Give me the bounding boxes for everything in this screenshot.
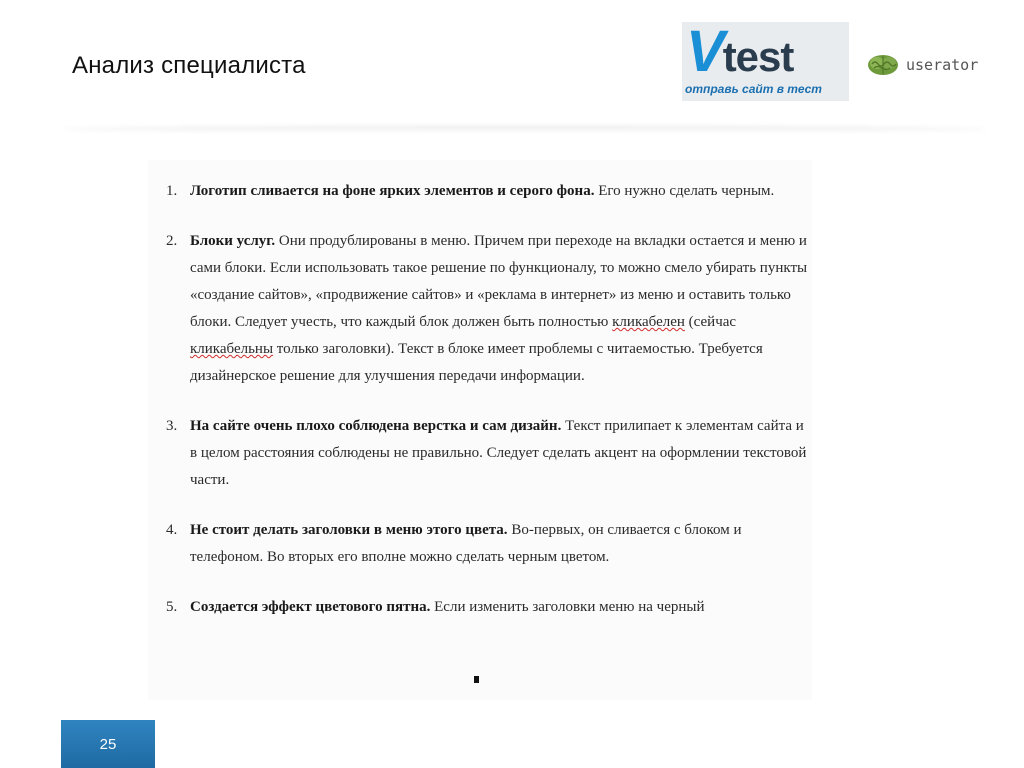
point-heading: Создается эффект цветового пятна. [190, 599, 431, 615]
analysis-points-list [148, 178, 812, 644]
slide-title: Анализ специалиста [72, 52, 306, 79]
analysis-point-3 [148, 413, 812, 494]
vtest-logo [682, 22, 849, 101]
analysis-point-4 [148, 517, 812, 571]
userator-logo [866, 53, 978, 77]
point-text: только заголовки). Текст в блоке имеет проблемы с читаемостью. Требуется дизайнерское решение для улучшения передачи информации. [190, 341, 763, 384]
analysis-content [148, 160, 812, 700]
vtest-rest-letters: test [722, 33, 794, 80]
misspelled-word: кликабелен [612, 314, 685, 330]
point-text: Они продублированы в меню. Причем при переходе на вкладки остается и меню и сами блоки. Если использовать такое решение по функционалу, то можно смело убирать пункты «создание сайтов», «продвижение сайтов» и «реклама в интернет» из меню и оставить только блоки. Следует учесть, что каждый блок должен быть полностью [190, 233, 808, 330]
analysis-point-1 [148, 178, 812, 205]
page-number: 25 [99, 735, 117, 753]
point-heading: Не стоит делать заголовки в меню этого цвета. [190, 522, 508, 538]
vtest-wordmark [686, 22, 793, 82]
vtest-v-letter: V [686, 22, 723, 84]
point-text: (сейчас [684, 314, 737, 330]
userator-wordmark: userator [906, 56, 979, 74]
header-divider [62, 126, 987, 132]
point-number: 1. [166, 183, 178, 199]
point-text: Текст прилипает к элементам сайта и в целом расстояния соблюдены не правильно. Следует сделать акцент на оформлении текстовой части. [190, 418, 807, 488]
point-number: 2. [166, 233, 178, 249]
text-cursor-mark [474, 676, 479, 683]
analysis-point-5 [148, 594, 812, 621]
brain-icon [866, 53, 900, 77]
vtest-tagline: отправь сайт в тест [685, 82, 822, 96]
point-text: Во-первых, он сливается с блоком и телефоном. Во вторых его вполне можно сделать черным цветом. [190, 522, 742, 565]
point-number: 4. [166, 522, 178, 538]
point-text: Его нужно сделать черным. [594, 183, 775, 199]
analysis-point-2 [148, 228, 812, 390]
point-heading: Блоки услуг. [190, 233, 276, 249]
point-heading: На сайте очень плохо соблюдена верстка и сам дизайн. [190, 418, 562, 434]
point-text: Если изменить заголовки меню на черный [430, 599, 705, 615]
page-number-badge [61, 720, 155, 768]
point-heading: Логотип сливается на фоне ярких элементов и серого фона. [190, 183, 595, 199]
misspelled-word: кликабельны [190, 341, 274, 357]
point-number: 3. [166, 418, 178, 434]
point-number: 5. [166, 599, 178, 615]
